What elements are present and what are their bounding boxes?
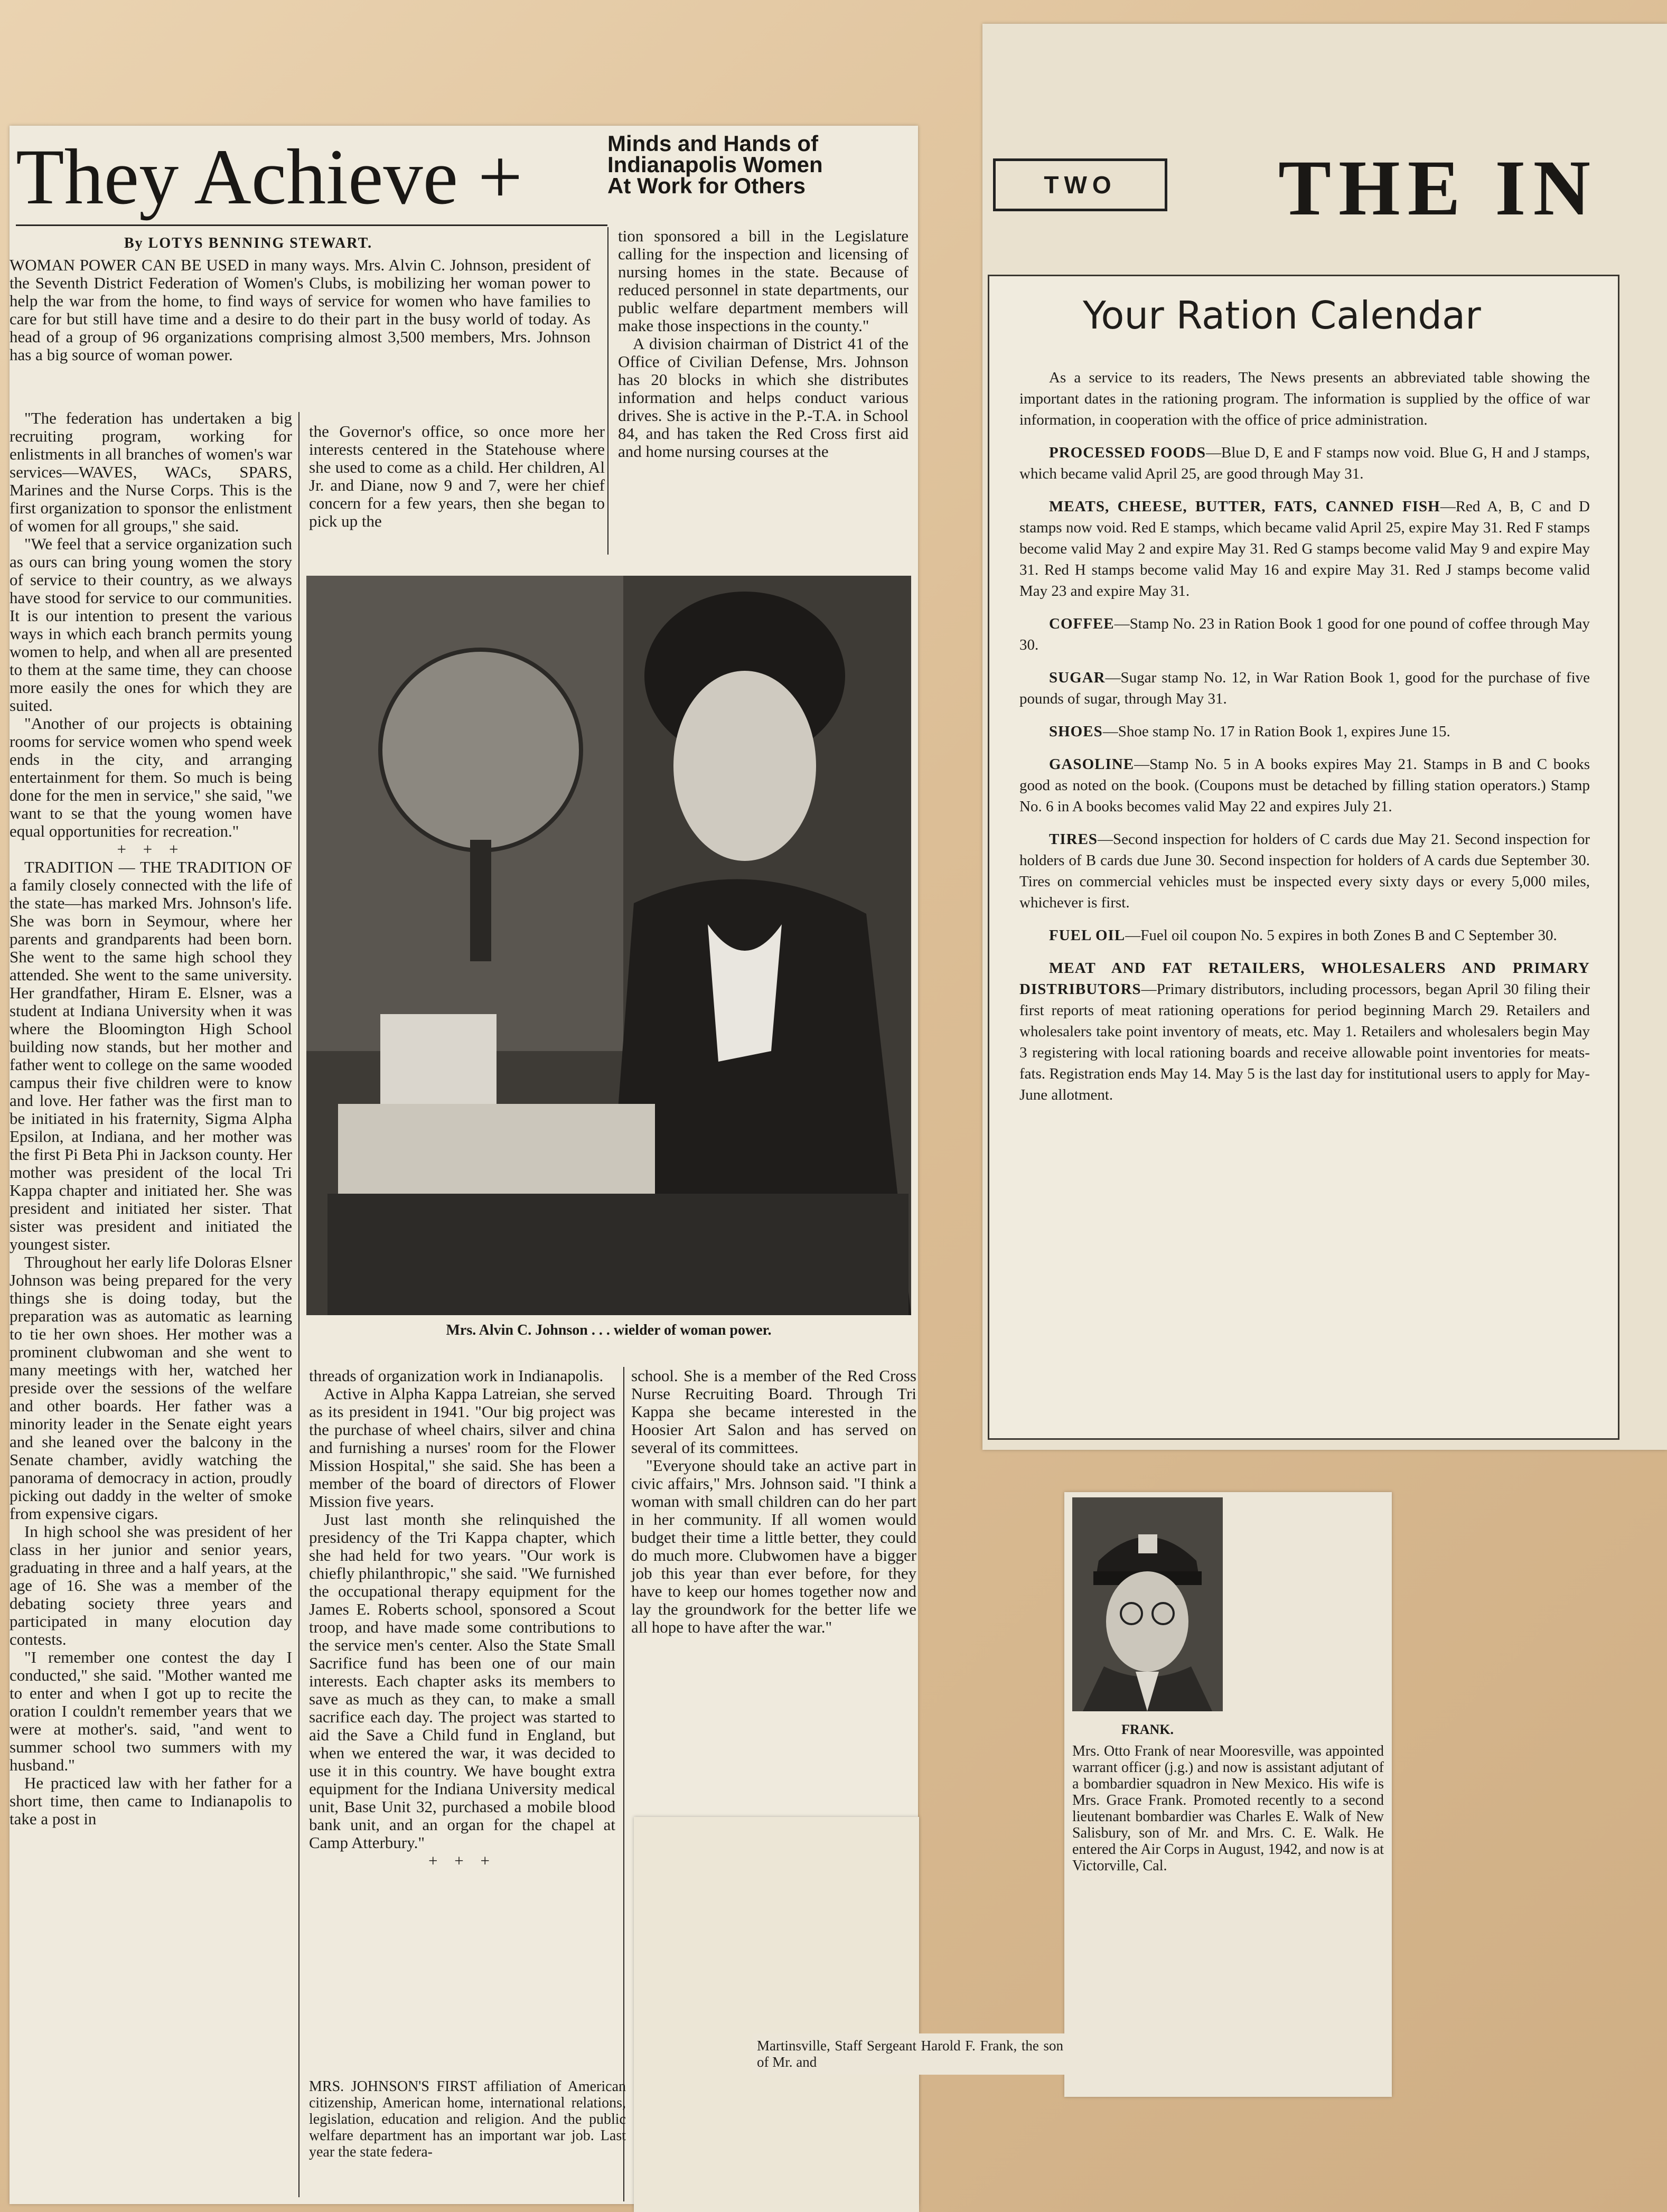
ration-item-head: SUGAR <box>1049 669 1106 686</box>
section-divider: + + + <box>117 840 185 858</box>
ration-item <box>1019 496 1590 602</box>
paragraph: school. She is a member of the Red Cross Nurse Recruiting Board. Through Tri Kappa she became interested in the Hoosier Art Salon and has served on several of its committees. <box>631 1366 916 1457</box>
ration-item-text: —Stamp No. 5 in A books expires May 21. Stamps in B and C books good as noted on the book. (Coupons must be detached by filling station operators.) Stamp No. 6 in A books becomes valid May 22 and expires July 21. <box>1019 756 1590 815</box>
column-rule <box>607 227 608 555</box>
ration-item-head: FUEL OIL <box>1049 927 1126 944</box>
article-column-2-top: the Governor's office, so once more her interests centered in the Statehouse where she used to come as a child. Her children, Al Jr. and Diane, now 9 and 7, were her chief concern for a few years, then she began to pick up the <box>309 422 605 530</box>
article-column-1 <box>10 409 292 1828</box>
ration-item-head: PROCESSED FOODS <box>1049 444 1206 461</box>
ration-item-text: —Blue D, E and F stamps now void. Blue G, H and J stamps, which became valid April 25, are good through May 31. <box>1019 444 1590 482</box>
paragraph: "We feel that a service organization such as ours can bring young women the story of service to their country, as we always have stood for service to our communities. It is our intention to present the various ways in which each branch permits young women to help, and when all are presented to them at the same time, they can choose more easily the ones for which they are suited. <box>10 535 292 715</box>
ration-item-text: —Fuel oil coupon No. 5 expires in both Zones B and C September 30. <box>1125 927 1557 944</box>
ration-item-text: —Sugar stamp No. 12, in War Ration Book 1, good for the purchase of five pounds of sugar, through May 31. <box>1019 669 1590 707</box>
paragraph: A division chairman of District 41 of the Office of Civilian Defense, Mrs. Johnson has 20 blocks in which she distributes information and helps conduct various drives. She is active in the P.-T.A. in School 84, and has taken the Red Cross first aid and home nursing courses at the <box>618 334 909 461</box>
paragraph: "I remember one contest the day I conducted," she said. "Mother wanted me to enter and when I got up to recite the oration I couldn't remember years that we were at mother's. said, "and went to summer school two summers with my husband." <box>10 1648 292 1774</box>
paragraph: TRADITION — THE TRADITION OF a family closely connected with the life of the state—has marked Mrs. Johnson's life. She was born in Seymour, where her parents and grandparents had been born. She went to the same high school they attended. She went to the same university. Her grandfather, Hiram E. Elsner, was a student at Indiana University when it was where the Bloomington High School building now stands, but her mother and father went to college on the same wooded campus their five children were to know and love. Her father was the first man to be initiated in his fraternity, Sigma Alpha Epsilon, at Indiana, and her mother was the first Pi Beta Phi in Jackson county. Her mother was president of the local Tri Kappa chapter and initiated her. She was president and initiated her sister. That sister was president and initiated the youngest sister. <box>10 858 292 1253</box>
ration-item-head: COFFEE <box>1049 615 1115 632</box>
portrait-photo <box>306 576 911 1315</box>
article-column-3-top <box>618 227 909 461</box>
ration-item <box>1019 442 1590 484</box>
article-lead: WOMAN POWER CAN BE USED in many ways. Mrs. Alvin C. Johnson, president of the Seventh District Federation of Women's Clubs, is mobilizing her woman power to help the war from the home, to find ways of service for women who have families to care for but still have time and a desire to do their part in the busy world of today. As head of a group of 96 organizations comprising almost 3,500 members, Mrs. Johnson has a big source of woman power. <box>10 256 591 364</box>
ration-item-head: TIRES <box>1049 831 1098 848</box>
newspaper-masthead: THE IN <box>1278 144 1598 232</box>
column-rule <box>298 412 299 2197</box>
ration-item-text: —Shoe stamp No. 17 in Ration Book 1, expires June 15. <box>1102 723 1450 740</box>
article-column-2-bottom <box>309 1367 615 1870</box>
frank-portrait <box>1072 1497 1223 1711</box>
frank-text-part2: Mrs. Otto Frank of near Mooresville, was appointed warrant officer (j.g.) and now is assistant adjutant of a bombardier squadron in New Mexico. His wife is Mrs. Grace Frank. Promoted recently to a second lieutenant bombardier was Charles E. Walk of New Salisbury, son of Mr. and Mrs. C. E. Walk. He entered the Air Corps in August, 1942, and now is at Victorville, Cal. <box>1072 1743 1384 1874</box>
deck-line: Indianapolis Women <box>607 152 823 177</box>
article-column-3-bottom <box>631 1367 916 1636</box>
paragraph: He practiced law with her father for a short time, then came to Indianapolis to take a post in <box>10 1774 292 1828</box>
paragraph: threads of organization work in Indianapolis. <box>309 1366 604 1385</box>
deck-line: Minds and Hands of <box>607 131 818 156</box>
ration-item-head: GASOLINE <box>1049 756 1135 773</box>
column-rule <box>623 1367 624 2201</box>
ration-item <box>1019 829 1590 913</box>
ration-item <box>1019 667 1590 709</box>
ration-item-text: —Stamp No. 23 in Ration Book 1 good for one pound of coffee through May 30. <box>1019 615 1590 653</box>
article-lower-clipping <box>634 1817 919 2212</box>
page-number-box: TWO <box>993 158 1167 211</box>
byline: By LOTYS BENNING STEWART. <box>124 235 373 251</box>
ration-calendar-body <box>1019 367 1590 1117</box>
paragraph: "The federation has undertaken a big recruiting program, working for enlistments in all branches of women's war services—WAVES, WACs, SPARS, Marines and the Nurse Corps. This is the first organization to sponsor the enlistment of women for all groups," she said. <box>10 409 292 535</box>
ration-item <box>1019 925 1590 946</box>
header-rule <box>16 224 607 226</box>
ration-item-head: MEAT AND FAT RETAILERS, WHOLESALERS AND PRIMARY DISTRIBUTORS <box>1019 960 1590 998</box>
paragraph: Just last month she relinquished the presidency of the Tri Kappa chapter, which she had held for two years. "Our work is chiefly philanthropic," she said. "We furnished the occupational therapy equipment for the James E. Roberts school, sponsored a Scout troop, and have made some contributions to the service men's center. Also the State Small Sacrifice fund has been one of our main interests. Each chapter asks its members to save as much as they can, to make a small sacrifice each day. The project was started to aid the Save a Child fund in England, but when we entered the war, it was decided to use it in this country. We have bought extra equipment for the Indiana University medical unit, Base Unit 32, purchased a mobile blood bank unit, and an organ for the chapel at Camp Atterbury." <box>309 1510 615 1852</box>
article-fragment: MRS. JOHNSON'S FIRST affiliation of American citizenship, American home, international relations, legislation, education and religion. And the public welfare department has an important war job. Last year the state federa- <box>309 2078 626 2160</box>
frank-name: FRANK. <box>1121 1722 1174 1737</box>
ration-item-text: —Primary distributors, including processors, began April 30 filing their first reports of meat rationing operations for period beginning March 29. Retailers and wholesalers take point inventory of meats, etc. May 1. Retailers and wholesalers begin May 3 registering with local rationing boards and receive allowable point inventories for meats-fats. Registration ends May 14. May 5 is the last day for institutional users to apply for May-June allotment. <box>1019 981 1590 1103</box>
paragraph: Active in Alpha Kappa Latreian, she served as its president in 1941. "Our big project was the purchase of wheel chairs, silver and china and furnishing a nurses' room for the Flower Mission Hospital," she said. She has been a member of the board of directors of Flower Mission five years. <box>309 1384 615 1511</box>
paragraph: "Everyone should take an active part in civic affairs," Mrs. Johnson said. "I think a woman with small children can do her part in her community. If all women would budget their time a little better, they could do much more. Clubwomen have a bigger job this year than ever before, for they have to keep our homes together now and lay the groundwork for the better life we all hope to have after the war." <box>631 1456 916 1636</box>
deck-line: At Work for Others <box>607 173 806 198</box>
ration-item-text: —Red A, B, C and D stamps now void. Red E stamps, which became valid April 25, expire May 31. Red F stamps become valid May 2 and expire May 31. Red G stamps become valid May 9 and expire May 31. Red H stamps become valid May 16 and expire May 31. Red J stamps become valid May 23 and expire May 31. <box>1019 498 1590 599</box>
deck <box>607 133 903 196</box>
ration-item-text: —Second inspection for holders of C cards due May 21. Second inspection for holders of B cards due June 30. Second inspection for holders of A cards due September 30. Tires on commercial vehicles must be inspected every sixty days or every 5,000 miles, whichever is first. <box>1019 831 1590 911</box>
paragraph: "Another of our projects is obtaining rooms for service women who spend week ends in the city, and arranging entertainment for them. So much is being done for the men in service," she said, "we want to se that the young women have equal opportunities for recreation." <box>10 714 292 840</box>
ration-item <box>1019 754 1590 817</box>
ration-item <box>1019 613 1590 655</box>
frank-photo <box>1072 1497 1223 1711</box>
photo-caption: Mrs. Alvin C. Johnson . . . wielder of woman power. <box>446 1322 772 1338</box>
headline: They Achieve + <box>16 133 523 221</box>
ration-item <box>1019 958 1590 1105</box>
paragraph: Throughout her early life Doloras Elsner Johnson was being prepared for the very things she is doing today, but the preparation was as automatic as learning to tie her own shoes. Her mother was a prominent clubwoman and she went to many meetings with her, watched her preside over the sessions of the welfare and other boards. Her father was a minority leader in the Senate eight years and she leaned over the balcony in the Senate chamber, avidly watching the panorama of democracy in action, proudly picking out daddy in the welter of smoke from expensive cigars. <box>10 1253 292 1523</box>
ration-calendar-title: Your Ration Calendar <box>1083 293 1481 338</box>
paragraph: tion sponsored a bill in the Legislature calling for the inspection and licensing of nursing homes in the state. Because of reduced personnel in state departments, our public welfare department members will make those inspections in the county." <box>618 227 909 335</box>
ration-item-head: MEATS, CHEESE, BUTTER, FATS, CANNED FISH <box>1049 498 1440 515</box>
ration-intro: As a service to its readers, The News presents an abbreviated table showing the important dates in the rationing program. The information is supplied by the office of war information, in cooperation with the office of price administration. <box>1019 369 1590 428</box>
section-divider: + + + <box>428 1851 496 1870</box>
portrait-illustration <box>306 576 911 1315</box>
frank-text-part1: Martinsville, Staff Sergeant Harold F. Frank, the son of Mr. and <box>753 2033 1067 2075</box>
ration-item-head: SHOES <box>1049 723 1103 740</box>
ration-item <box>1019 721 1590 742</box>
paragraph: In high school she was president of her class in her junior and senior years, graduating in three and a half years, at the age of 16. She was a member of the debating society three years and participated in many elocution day contests. <box>10 1522 292 1648</box>
